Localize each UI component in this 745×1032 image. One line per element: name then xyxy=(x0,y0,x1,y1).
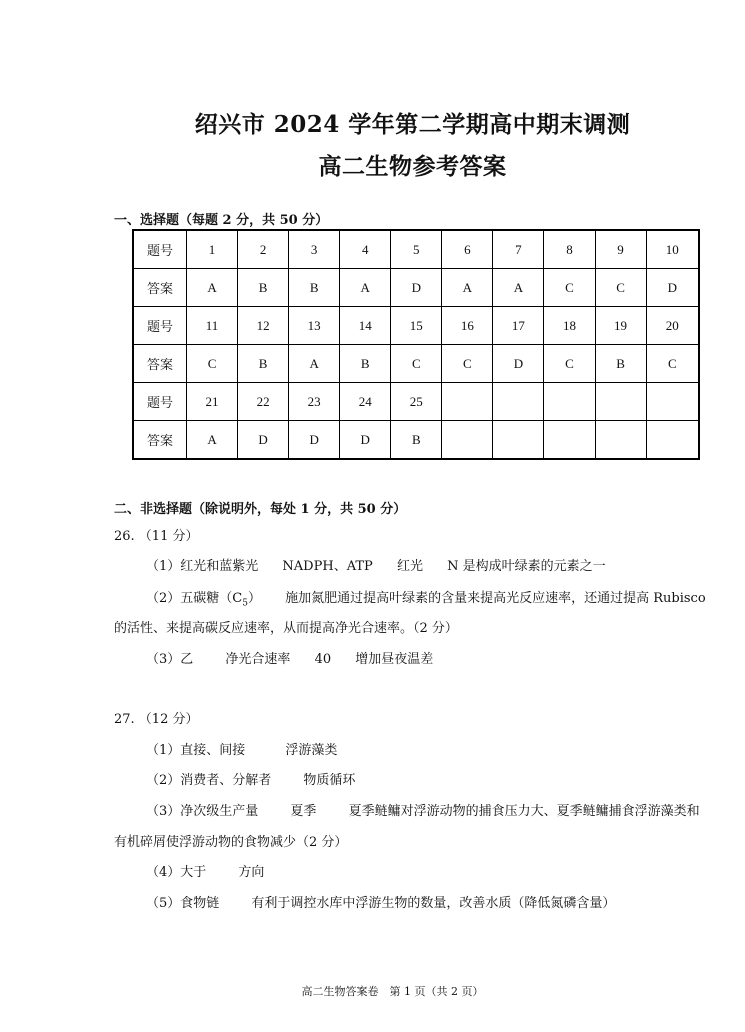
table-cell xyxy=(646,421,699,460)
q26-part1 xyxy=(146,558,606,576)
q27-heading: 27. （12 分） xyxy=(114,712,199,727)
table-cell: B xyxy=(595,345,646,383)
table-cell: 24 xyxy=(340,383,391,421)
q26-p1-a: （1）红光和蓝紫光 xyxy=(146,559,259,574)
q27-part5 xyxy=(146,895,615,913)
table-cell xyxy=(646,383,699,421)
table-cell: 8 xyxy=(544,230,595,269)
table-row xyxy=(133,269,699,307)
table-cell: 9 xyxy=(595,230,646,269)
table-cell: 6 xyxy=(442,230,493,269)
table-cell: C xyxy=(442,345,493,383)
table-cell xyxy=(493,421,544,460)
table-cell: 7 xyxy=(493,230,544,269)
table-cell: D xyxy=(238,421,289,460)
table-cell: 11 xyxy=(187,307,238,345)
answer-table xyxy=(132,229,700,460)
q26-p1-c: 红光 xyxy=(396,559,423,574)
table-cell: B xyxy=(238,269,289,307)
table-cell: D xyxy=(646,269,699,307)
table-row xyxy=(133,307,699,345)
table-row xyxy=(133,230,699,269)
q26-p3-d: 增加昼夜温差 xyxy=(355,652,434,667)
table-cell: B xyxy=(238,345,289,383)
q26-p1-d: N 是构成叶绿素的元素之一 xyxy=(447,559,606,574)
q27-p3-b: 夏季 xyxy=(290,804,317,819)
table-cell: 17 xyxy=(493,307,544,345)
q27-p1-b: 浮游藻类 xyxy=(285,743,338,758)
q27-part1 xyxy=(146,742,337,760)
q26-p2-b: ） xyxy=(247,591,261,606)
table-cell: D xyxy=(340,421,391,460)
table-cell: 22 xyxy=(238,383,289,421)
q27-part3-continued: 有机碎屑使浮游动物的食物减少（2 分） xyxy=(114,835,348,850)
table-cell xyxy=(442,421,493,460)
row-header-cell: 题号 xyxy=(133,230,187,269)
q26-p2-c: 施加氮肥通过提高叶绿素的含量来提高光反应速率，还通过提高 Rubisco xyxy=(285,591,706,606)
q27-p5-a: （5）食物链 xyxy=(146,896,220,911)
q26-p3-b: 净光合速率 xyxy=(225,652,291,667)
q26-p3-a: （3）乙 xyxy=(146,652,194,667)
table-cell: A xyxy=(340,269,391,307)
table-cell: D xyxy=(289,421,340,460)
q26-part2 xyxy=(146,590,706,613)
table-row xyxy=(133,345,699,383)
table-cell xyxy=(442,383,493,421)
table-cell: 23 xyxy=(289,383,340,421)
q27-p5-b: 有利于调控水库中浮游生物的数量，改善水质（降低氮磷含量） xyxy=(251,896,616,911)
table-cell: D xyxy=(391,269,442,307)
table-row xyxy=(133,383,699,421)
q26-heading: 26. （11 分） xyxy=(114,529,199,544)
q27-p3-a: （3）净次级生产量 xyxy=(146,804,259,819)
table-cell: B xyxy=(391,421,442,460)
table-cell: 25 xyxy=(391,383,442,421)
q27-part4 xyxy=(146,864,264,882)
table-cell: C xyxy=(391,345,442,383)
table-cell: C xyxy=(187,345,238,383)
table-cell: C xyxy=(544,269,595,307)
table-cell xyxy=(595,383,646,421)
section-nonchoice-heading: 二、非选择题（除说明外，每处 1 分，共 50 分） xyxy=(114,502,407,517)
table-cell xyxy=(595,421,646,460)
row-header-cell: 答案 xyxy=(133,345,187,383)
q27-p4-b: 方向 xyxy=(238,865,265,880)
table-cell xyxy=(544,383,595,421)
row-header-cell: 题号 xyxy=(133,307,187,345)
table-cell: A xyxy=(187,421,238,460)
table-cell: 14 xyxy=(340,307,391,345)
table-cell: C xyxy=(544,345,595,383)
table-cell: A xyxy=(442,269,493,307)
table-cell: 1 xyxy=(187,230,238,269)
q26-p3-c: 40 xyxy=(314,652,332,667)
table-row xyxy=(133,421,699,460)
table-cell xyxy=(544,421,595,460)
table-cell: 13 xyxy=(289,307,340,345)
section-choice-heading: 一、选择题（每题 2 分，共 50 分） xyxy=(114,213,329,228)
q27-p2-b: 物质循环 xyxy=(303,773,356,788)
document-subtitle: 高二生物参考答案 xyxy=(318,153,507,180)
table-cell: C xyxy=(646,345,699,383)
table-cell: D xyxy=(493,345,544,383)
table-cell: 18 xyxy=(544,307,595,345)
table-cell: 3 xyxy=(289,230,340,269)
table-cell: 2 xyxy=(238,230,289,269)
q27-part3 xyxy=(146,803,700,821)
table-cell: B xyxy=(289,269,340,307)
q26-p2-a: （2）五碳糖（C xyxy=(146,591,243,606)
table-cell: 4 xyxy=(340,230,391,269)
q26-part3 xyxy=(146,651,433,669)
q27-part2 xyxy=(146,772,355,790)
table-cell: 20 xyxy=(646,307,699,345)
table-cell: 15 xyxy=(391,307,442,345)
row-header-cell: 答案 xyxy=(133,269,187,307)
table-cell: A xyxy=(493,269,544,307)
table-cell: 19 xyxy=(595,307,646,345)
table-cell xyxy=(493,383,544,421)
table-cell: 16 xyxy=(442,307,493,345)
row-header-cell: 答案 xyxy=(133,421,187,460)
q27-p1-a: （1）直接、间接 xyxy=(146,743,246,758)
q26-p1-b: NADPH、ATP xyxy=(282,559,373,574)
q27-p2-a: （2）消费者、分解者 xyxy=(146,773,272,788)
q27-p4-a: （4）大于 xyxy=(146,865,207,880)
table-cell: 5 xyxy=(391,230,442,269)
q26-part2-continued: 的活性、来提高碳反应速率，从而提高净光合速率。（2 分） xyxy=(114,621,458,636)
table-cell: A xyxy=(289,345,340,383)
page-footer: 高二生物答案卷 第 1 页（共 2 页） xyxy=(301,985,484,998)
table-cell: A xyxy=(187,269,238,307)
table-cell: C xyxy=(595,269,646,307)
table-cell: 21 xyxy=(187,383,238,421)
table-cell: 10 xyxy=(646,230,699,269)
q26-p2-sub: 5 xyxy=(242,598,248,609)
document-title: 绍兴市 2024 学年第二学期高中期末调测 xyxy=(194,111,631,138)
row-header-cell: 题号 xyxy=(133,383,187,421)
table-cell: 12 xyxy=(238,307,289,345)
q27-p3-c: 夏季鲢鳙对浮游动物的捕食压力大、夏季鲢鳙捕食浮游藻类和 xyxy=(348,804,700,819)
table-cell: B xyxy=(340,345,391,383)
